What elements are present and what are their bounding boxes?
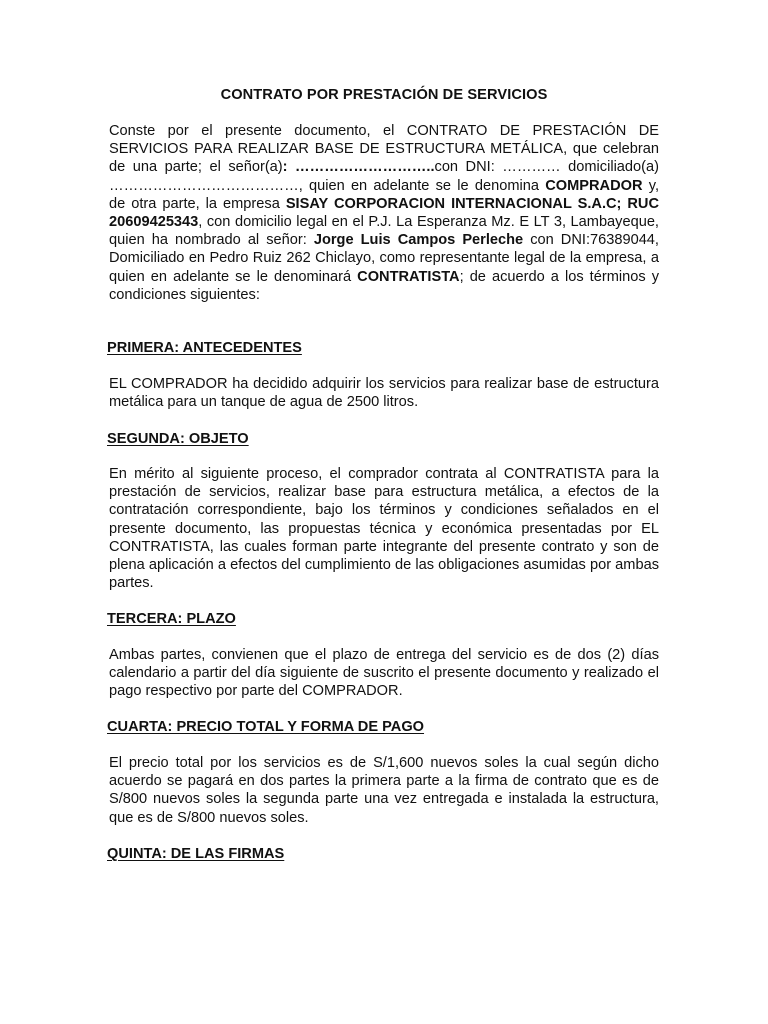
intro-paragraph xyxy=(109,122,659,304)
intro-text-11: ; de acuerdo a los términos y condiciones siguientes: xyxy=(109,268,659,303)
representative-name: Jorge Luis Campos Perleche xyxy=(313,232,524,249)
section-body-primera: EL COMPRADOR ha decidido adquirir los servicios para realizar base de estructura metálica para un tanque de agua de 2500 litros. xyxy=(109,376,659,411)
section-body-cuarta: El precio total por los servicios es de S/1,600 nuevos soles la cual según dicho acuerdo se pagará en dos partes la primera parte a la firma de contrato que es de S/800 nuevos soles la segunda parte una vez entregada e instalada la estructura, que es de S/800 nuevos soles. xyxy=(109,755,659,826)
section-heading-segunda: SEGUNDA: OBJETO xyxy=(107,431,249,447)
intro-text-5: y, de otra parte, la empresa xyxy=(109,177,659,212)
intro-text-9: con DNI:76389044, Domiciliado en Pedro Ruiz 262 Chiclayo, como representante legal de la empresa, a quien en adelante se le denominará xyxy=(109,232,659,285)
buyer-term: COMPRADOR xyxy=(545,177,643,194)
section-heading-cuarta: CUARTA: PRECIO TOTAL Y FORMA DE PAGO xyxy=(107,719,425,735)
intro-text-3: con DNI: ………… domiciliado(a) …………………………………, quien en adelante se le denomina xyxy=(109,159,659,194)
section-body-segunda: En mérito al siguiente proceso, el comprador contrata al CONTRATISTA para la prestación de servicios, realizar base para estructura metálica, a efectos de la contratación correspondiente, bajo los términos y condiciones señalados en el presente documento, las propuestas técnica y económica presentadas por EL CONTRATISTA, las cuales forman parte integrante del presente contrato y son de plena aplicación a efectos del cumplimiento de las obligaciones asumidas por ambas partes. xyxy=(109,466,659,592)
section-heading-tercera: TERCERA: PLAZO xyxy=(107,611,236,627)
section-heading-primera: PRIMERA: ANTECEDENTES xyxy=(107,340,302,356)
document-title: CONTRATO POR PRESTACIÓN DE SERVICIOS xyxy=(220,87,548,103)
company-name-ruc: SISAY CORPORACION INTERNACIONAL S.A.C; RUC 20609425343 xyxy=(109,195,660,231)
buyer-name-blank: : ……………………….. xyxy=(282,159,435,176)
intro-text-7: , con domicilio legal en el P.J. La Esperanza Mz. E LT 3, Lambayeque, quien ha nombrado al señor: xyxy=(109,214,659,249)
intro-text-1: Conste por el presente documento, el CONTRATO DE PRESTACIÓN DE SERVICIOS PARA REALIZAR BASE DE ESTRUCTURA METÁLICA, que celebran de una parte; el señor(a) xyxy=(109,123,659,176)
contractor-term: CONTRATISTA xyxy=(357,268,460,285)
section-body-tercera: Ambas partes, convienen que el plazo de entrega del servicio es de dos (2) días calendario a partir del día siguiente de suscrito el presente documento y realizado el pago respectivo por parte del COMPRADOR. xyxy=(109,647,659,700)
section-heading-quinta: QUINTA: DE LAS FIRMAS xyxy=(107,846,285,862)
